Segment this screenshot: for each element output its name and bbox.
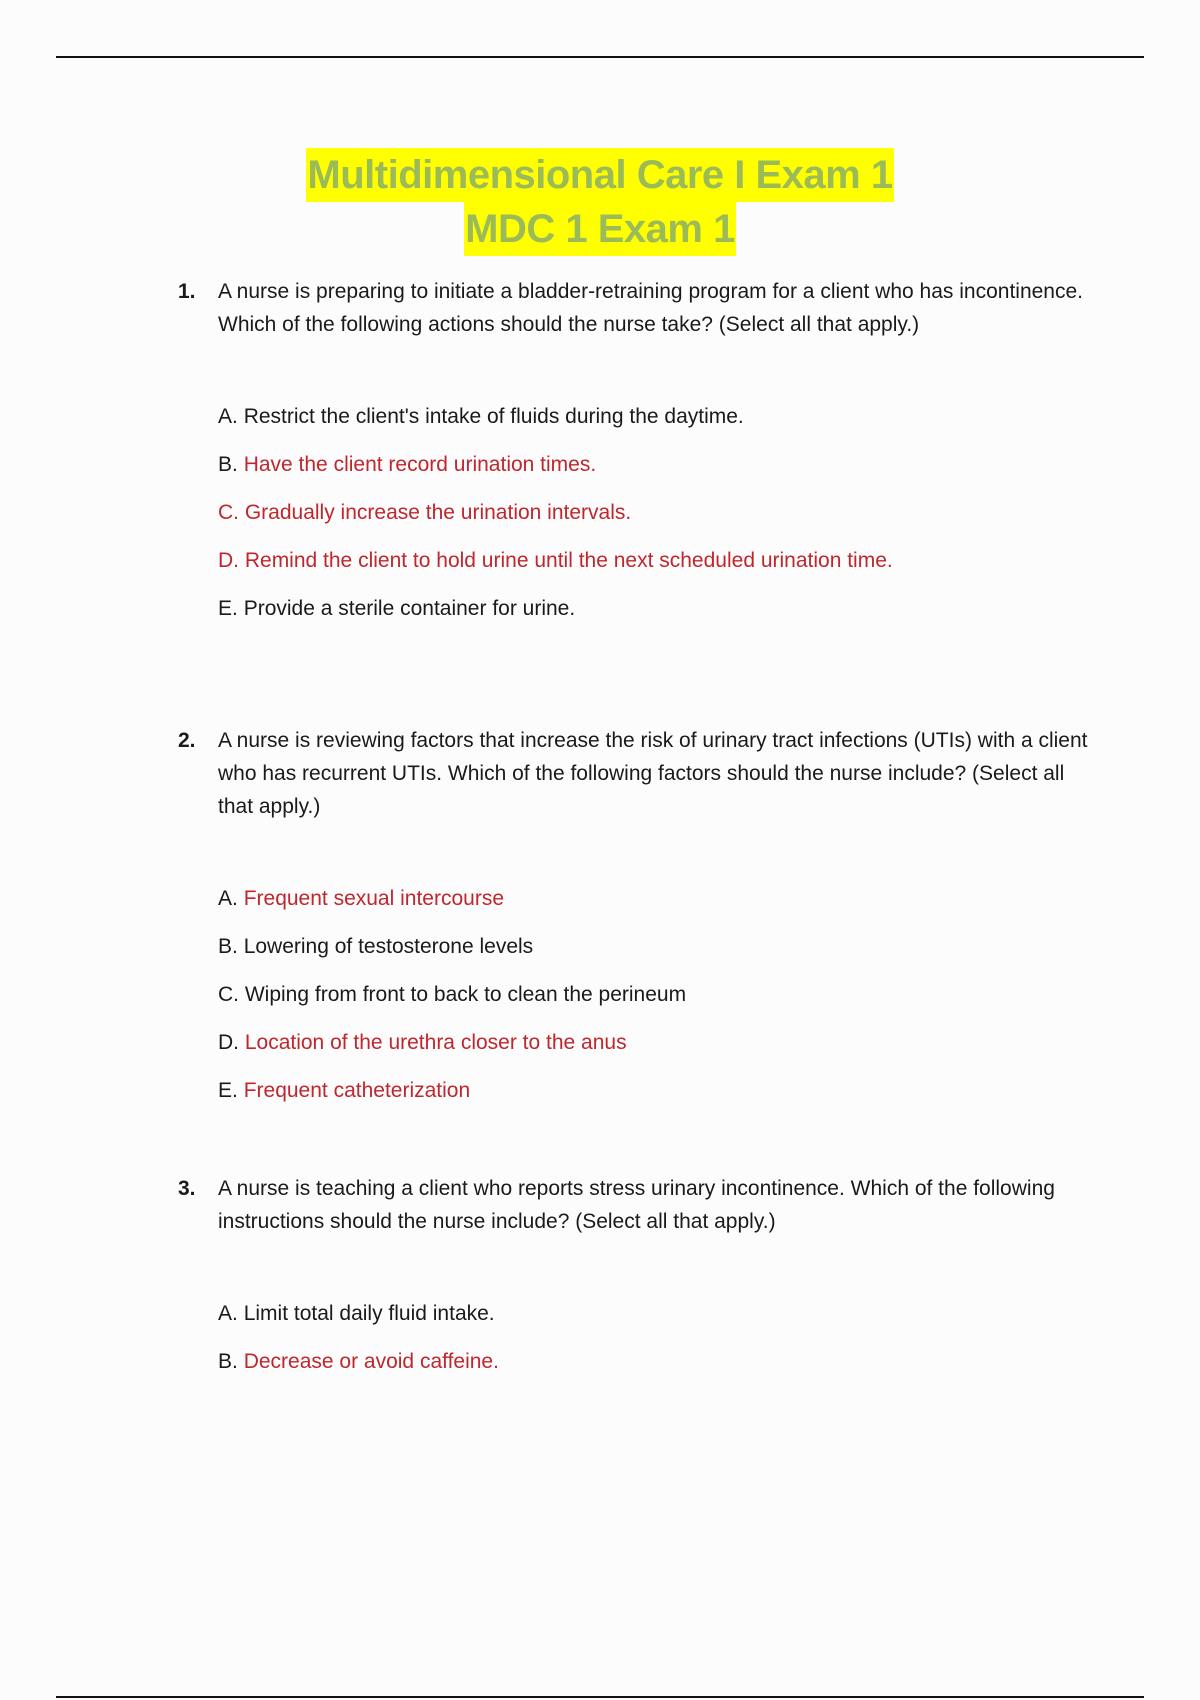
option-e: E. Frequent catheterization	[218, 1079, 471, 1102]
option-b: B. Decrease or avoid caffeine.	[218, 1350, 499, 1373]
option-list	[218, 885, 1098, 1125]
option-a: A. Frequent sexual intercourse	[218, 887, 504, 910]
question-text: A nurse is reviewing factors that increase the risk of urinary tract infections (UTIs) with a client who has recurrent UTIs. Which of the following factors should the nurse include? (Select all that apply.)	[218, 729, 1088, 818]
question-text: A nurse is teaching a client who reports stress urinary incontinence. Which of the following instructions should the nurse include? (Select all that apply.)	[218, 1177, 1055, 1233]
option-d: D. Location of the urethra closer to the anus	[218, 1031, 627, 1054]
question-number: 2.	[178, 729, 196, 752]
option-b: B. Have the client record urination times.	[218, 453, 597, 476]
question-stem	[178, 1172, 1098, 1238]
option-e: E. Provide a sterile container for urine.	[218, 597, 576, 620]
question-1	[178, 275, 1098, 643]
question-3	[178, 1172, 1098, 1396]
title-line-2: MDC 1 Exam 1	[464, 202, 736, 256]
document-title	[0, 148, 1200, 256]
question-number: 1.	[178, 280, 196, 303]
option-c: C. Wiping from front to back to clean the perineum	[218, 983, 687, 1006]
option-d: D. Remind the client to hold urine until the next scheduled urination time.	[218, 549, 893, 572]
title-line-1: Multidimensional Care I Exam 1	[306, 148, 893, 202]
question-2	[178, 724, 1098, 1125]
question-stem	[178, 724, 1098, 823]
option-b: B. Lowering of testosterone levels	[218, 935, 534, 958]
option-list	[218, 403, 1098, 643]
option-a: A. Limit total daily fluid intake.	[218, 1302, 495, 1325]
option-list	[218, 1300, 1098, 1396]
question-text: A nurse is preparing to initiate a bladder-retraining program for a client who has incontinence. Which of the following actions should the nurse take? (Select all that apply.)	[218, 280, 1083, 336]
question-number: 3.	[178, 1177, 196, 1200]
page-bottom-rule	[56, 1696, 1144, 1698]
question-stem	[178, 275, 1098, 341]
option-a: A. Restrict the client's intake of fluids during the daytime.	[218, 405, 744, 428]
option-c: C. Gradually increase the urination intervals.	[218, 501, 632, 524]
page-top-rule	[56, 56, 1144, 58]
